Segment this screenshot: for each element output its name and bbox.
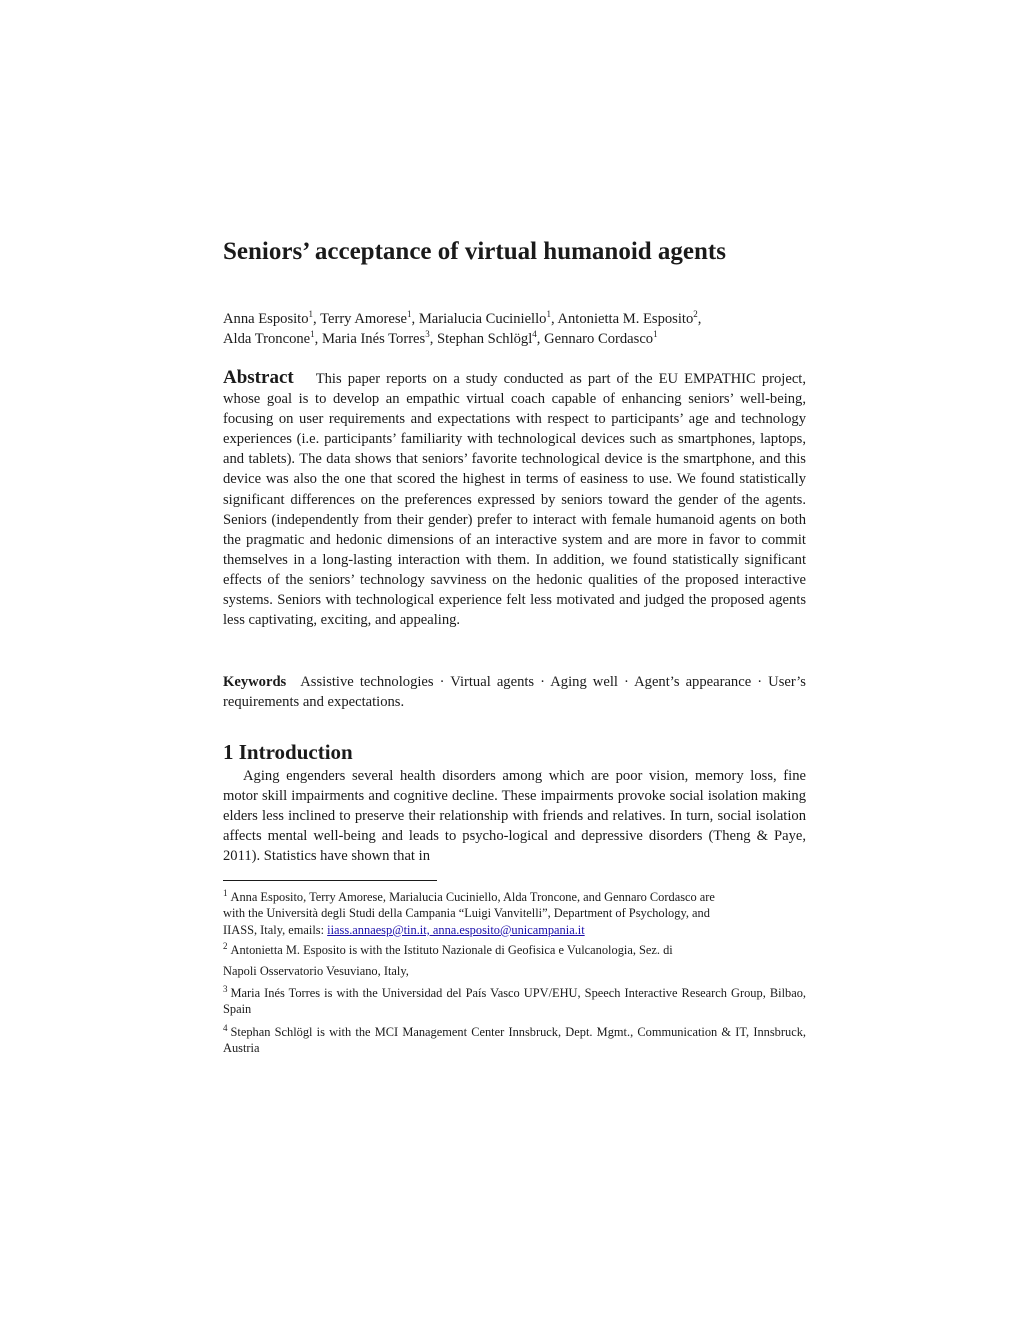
author-affiliation-mark: 1 [653,329,658,340]
abstract-text: This paper reports on a study conducted as part of the EU EMPATHIC project, whose goal is to develop an empathic virtual coach capable of enhancing seniors’ well-being, focusing on user requirements and expectations with respect to participants’ age and technology experiences (i.e. participants’ familiarity with technological devices such as smartphones, laptops, and tablets). The data shows that seniors’ favorite technological device is the smartphone, and this device was also the one that scored the highest in terms of easiness to use. We found statistically significant differences on the preferences expressed by seniors toward the gender of the agents. Seniors (independently from their gender) prefer to interact with female humanoid agents on both the pragmatic and hedonic dimensions of an interactive system and are more in favor to commit themselves in a long-lasting interaction with them. In addition, we found statistically significant effects of the seniors’ technology savviness on the hedonic qualities of the proposed interactive systems. Seniors with technological experience felt less motivated and judged the proposed agents less captivating, exciting, and appealing. [223,371,806,629]
footnote-divider [223,880,437,881]
footnote-4 [223,1024,806,1057]
author-name: Marialucia Cuciniello [418,311,547,327]
footnote-text: IIASS, Italy, emails: [223,922,328,937]
abstract-label: Abstract [223,367,294,388]
footnote-3 [223,985,806,1018]
footnote-text: Antonietta M. Esposito is with the Istituto Nazionale di Geofisica e Vulcanologia, Sez. di [230,943,673,958]
author-name: Maria Inés Torres [321,331,426,347]
author-affiliation-mark: 1 [407,309,412,320]
footnote-text: Napoli Osservatorio Vesuviano, Italy, [223,963,409,978]
author-name: Terry Amorese [320,311,408,327]
introduction-paragraph: Aging engenders several health disorders among which are poor vision, memory loss, fine motor skill impairments and cognitive decline. These impairments provoke social isolation making elders less inclined to preserve their relationship with friends and relatives. In turn, social isolation affects mental well-being and leads to psycho-logical and depressive disorders (Theng & Paye, 2011). Statistics have shown that in [223,768,806,865]
section-heading-introduction: 1 Introduction [223,740,353,764]
keywords [223,672,806,712]
footnote-text: Maria Inés Torres is with the Universidad del País Vasco UPV/EHU, Speech Interactive Research Group, Bilbao, Spain [223,986,806,1017]
footnote-mark: 3 [223,983,228,994]
abstract [223,368,806,630]
keywords-text: Assistive technologies · Virtual agents · Aging well · Agent’s appearance · User’s requirements and expectations. [223,674,806,710]
footnote-2 [223,942,806,979]
author-affiliation-mark: 1 [310,329,315,340]
author-name: Alda Troncone [223,331,311,347]
footnote-text: Stephan Schlögl is with the MCI Management Center Innsbruck, Dept. Mgmt., Communication & IT, Innsbruck, Austria [223,1024,806,1056]
footnote-text: with the Università degli Studi della Campania “Luigi Vanvitelli”, Department of Psychology, and [223,906,710,921]
keywords-label: Keywords [223,674,287,690]
footnote-mark: 4 [223,1022,228,1033]
email-link[interactable]: iiass.annaesp@tin.it, anna.esposito@unicampania.it [327,922,585,937]
author-list: Anna Esposito$^1$, Terry Amorese$^1$, Marialucia Cuciniello$^1$, Antonietta M. Esposito$^2$, Alda Troncone$^1$, Maria Inés Torres$^3$, Stephan Schlögl$^4$, Gennaro Cordasco$^1$ [223,309,702,347]
author-affiliation-mark: 1 [546,309,551,320]
footnote-mark: 1 [223,887,228,898]
author-affiliation-mark: 1 [308,309,314,320]
author-name: Gennaro Cordasco [544,331,654,347]
footnote-1 [223,889,806,938]
paper-title: Seniors’ acceptance of virtual humanoid agents [223,238,726,265]
footnote-text: Anna Esposito, Terry Amorese, Marialucia Cuciniello, Alda Troncone, and Gennaro Cordasco are [230,890,715,904]
author-affiliation-mark: 4 [532,329,537,340]
author-name: Antonietta M. Esposito [557,311,694,327]
footnotes [223,889,806,1061]
author-affiliation-mark: 2 [693,309,698,320]
author-name: Stephan Schlögl [437,331,533,347]
author-affiliation-mark: 3 [425,329,430,340]
footnote-mark: 2 [223,941,228,952]
author-name: Anna Esposito [223,311,309,327]
